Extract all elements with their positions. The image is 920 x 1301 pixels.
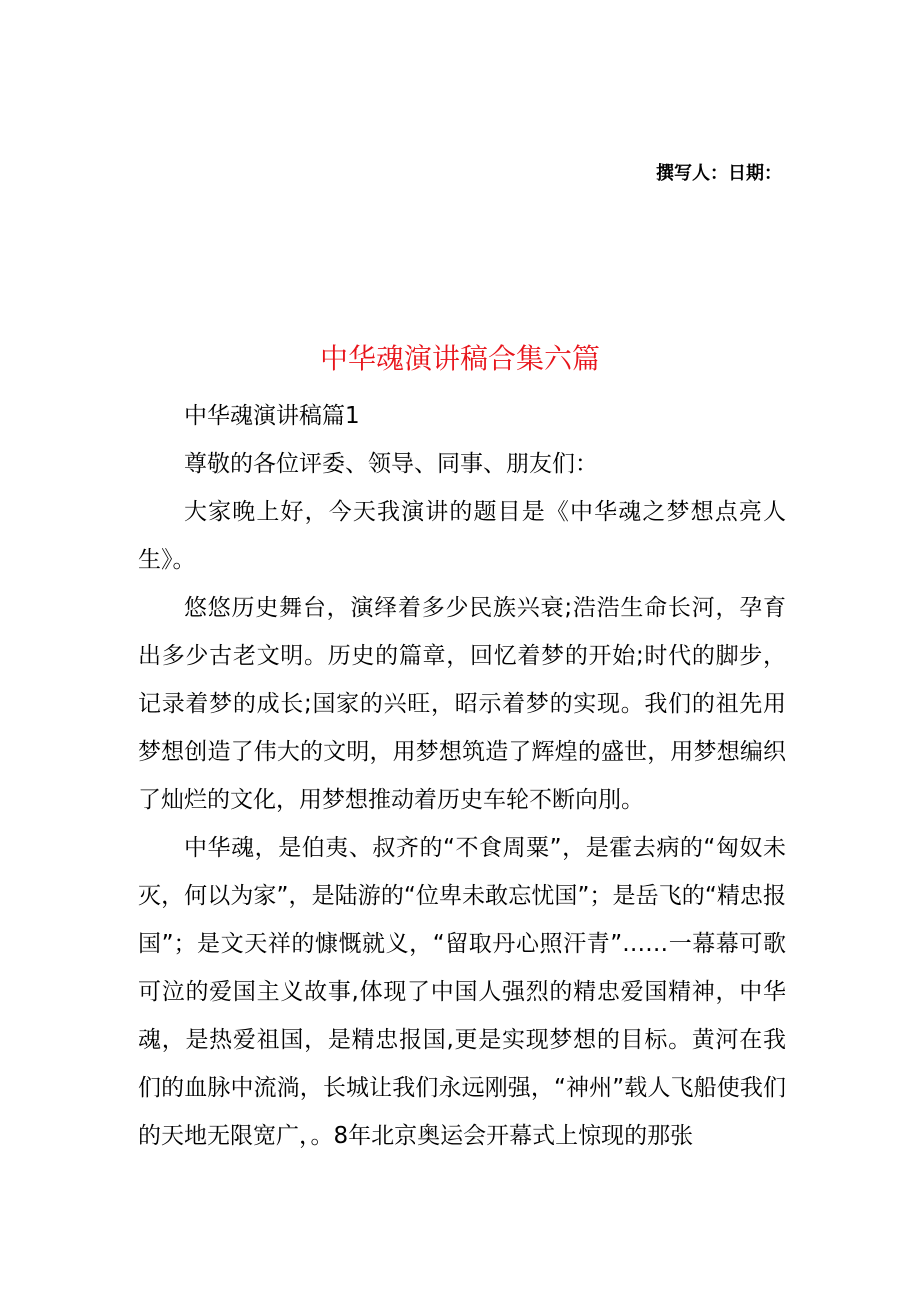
document-title: 中华魂演讲稿合集六篇 xyxy=(319,342,600,375)
section-heading: 中华魂演讲稿篇1 xyxy=(184,403,360,429)
author-date-line: 撰写人：日期： xyxy=(656,163,782,184)
paragraph: 尊敬的各位评委、领导、同事、朋友们： xyxy=(184,451,598,477)
paragraph: 大家晚上好，今天我演讲的题目是《中华魂之梦想点亮人生》。 xyxy=(138,499,786,573)
paragraph: 中华魂，是伯夷、叔齐的“不食周粟”，是霍去病的“匈奴未灭，何以为家”，是陆游的“位卑未敢忘忧国”；是岳飞的“精忠报国”；是文天祥的慷慨就义，“留取丹心照汗青”……一幕幕可歌可泣的爱国主义故事,体现了中国人强烈的精忠爱国精神，中华魂，是热爱祖国，是精忠报国,更是实现梦想的目标。黄河在我们的血脉中流淌，长城让我们永远刚强，“神州”载人飞船使我们的天地无限宽广，。8年北京奥运会开幕式上惊现的那张 xyxy=(138,835,786,1149)
paragraph: 悠悠历史舞台，演绎着多少民族兴衰;浩浩生命长河，孕育出多少古老文明。历史的篇章，回忆着梦的开始;时代的脚步，记录着梦的成长;国家的兴旺，昭示着梦的实现。我们的祖先用梦想创造了伟大的文明，用梦想筑造了辉煌的盛世，用梦想编织了灿烂的文化，用梦想推动着历史车轮不断向刖。 xyxy=(138,595,786,813)
document-body xyxy=(138,392,786,1160)
